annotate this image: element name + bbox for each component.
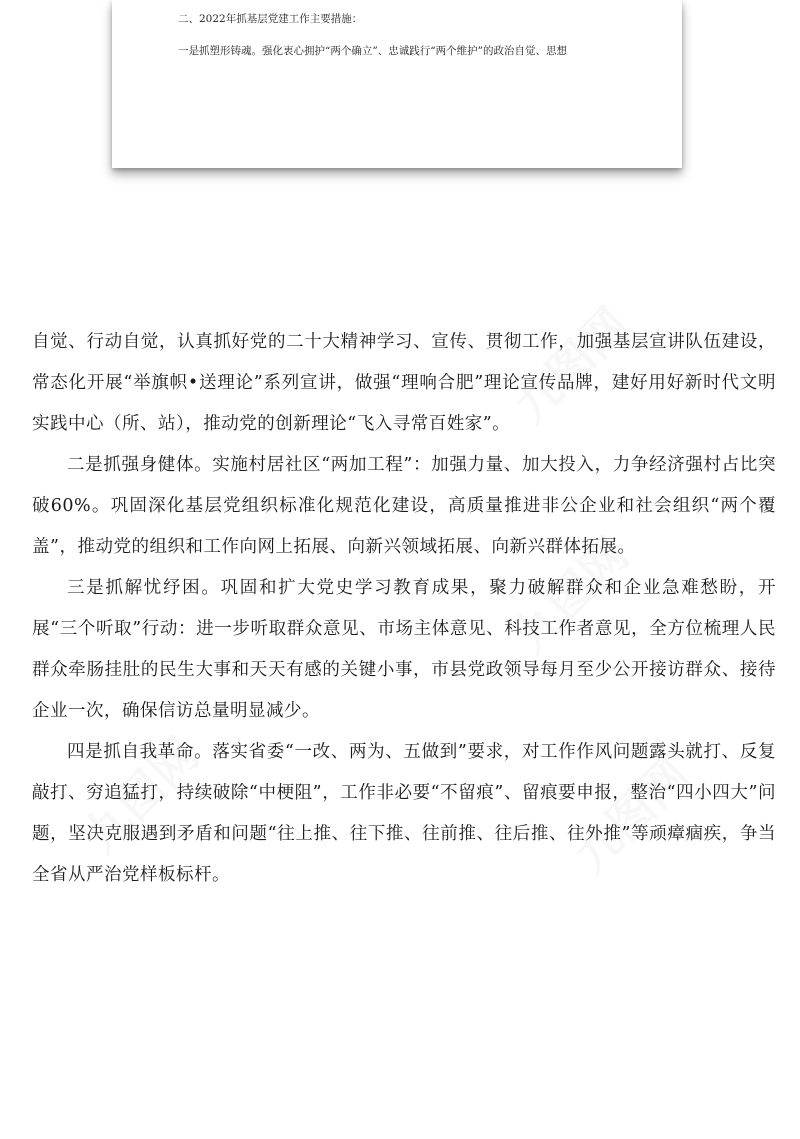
watermark: 九图网 bbox=[503, 297, 640, 434]
paragraph-self-revolution: 四是抓自我革命。落实省委“一改、两为、五做到”要求，对工作作风问题露头就打、反复敲打、穷追猛打，持续破除“中梗阻”，工作非必要“不留痕”、留痕要申报，整治“四小四大”问题，坚决克服遇到矛盾和问题“往上推、往下推、往前推、往后推、往外推”等顽瘴痼疾，争当全省从严治党样板标杆。 bbox=[32, 742, 776, 885]
paragraph-strengthen-body: 二是抓强身健体。实施村居社区“两加工程”：加强力量、加大投入，力争经济强村占比突破60%。巩固深化基层党组织标准化规范化建设，高质量推进非公企业和社会组织“两个覆盖”，推动党的组织和工作向网上拓展、向新兴领域拓展、向新兴群体拓展。 bbox=[32, 455, 776, 557]
article-body bbox=[32, 322, 776, 896]
paragraph-relieve-worries: 三是抓解忧纾困。巩固和扩大党史学习教育成果，聚力破解群众和企业急难愁盼，开展“三个听取”行动：进一步听取群众意见、市场主体意见、科技工作者意见，全方位梳理人民群众牵肠挂肚的民生大事和天天有感的关键小事，市县党政领导每月至少公开接访群众、接待企业一次，确保信访总量明显减少。 bbox=[32, 578, 776, 721]
document-preview-card bbox=[112, 0, 682, 168]
watermark: 九图网 bbox=[563, 747, 700, 884]
preview-heading-line: 二、2022年抓基层党建工作主要措施： bbox=[178, 13, 363, 25]
preview-text-line: 一是抓塑形铸魂。强化衷心拥护“两个确立”、忠诚践行“两个维护”的政治自觉、思想 bbox=[178, 45, 567, 57]
paragraph-continuation: 自觉、行动自觉，认真抓好党的二十大精神学习、宣传、贯彻工作，加强基层宣讲队伍建设，常态化开展“举旗帜•送理论”系列宣讲，做强“理响合肥”理论宣传品牌，建好用好新时代文明实践中心（所、站），推动党的创新理论“飞入寻常百姓家”。 bbox=[32, 332, 776, 434]
watermark: 九图网 bbox=[503, 527, 640, 664]
watermark: 九图网 bbox=[73, 727, 210, 864]
